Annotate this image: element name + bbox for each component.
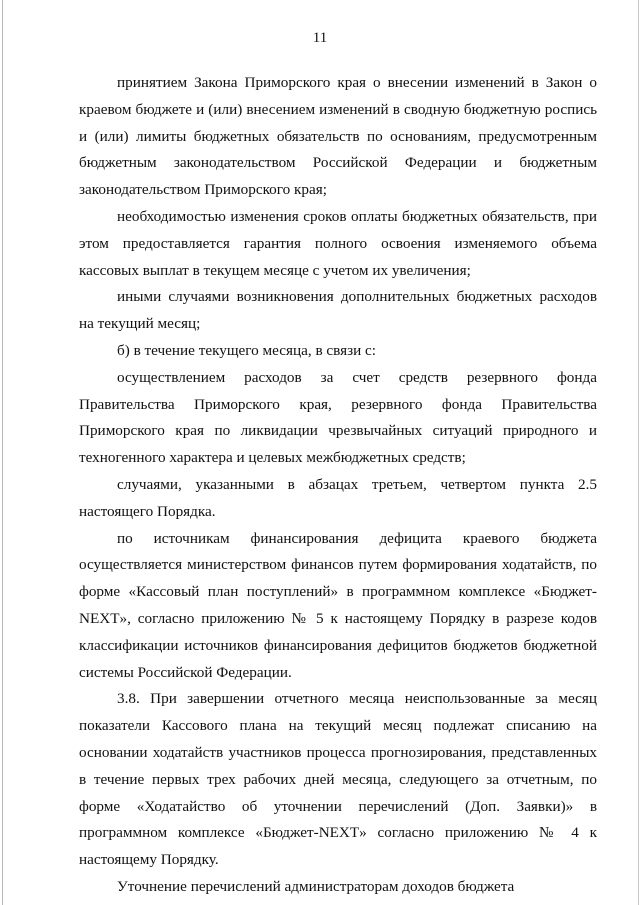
- paragraph-3: иными случаями возникновения дополнительных бюджетных расходов на текущий месяц;: [79, 288, 597, 333]
- paragraph-4: б) в течение текущего месяца, в связи с:: [117, 341, 377, 359]
- paragraph-1: принятием Закона Приморского края о внесении изменений в Закон о краевом бюджете и (или) внесением изменений в сводную бюджетную роспись и (или) лимиты бюджетных обязательств по основаниям, предусмотренным бюджетным законодательством Российской Федерации и бюджетным законодательством Приморского края;: [79, 74, 597, 199]
- paragraph-6: случаями, указанными в абзацах третьем, четвертом пункта 2.5 настоящего Порядка.: [79, 475, 597, 520]
- paragraph-7: по источникам финансирования дефицита краевого бюджета осуществляется министерством финансов путем формирования ходатайств, по форме «Кассовый план поступлений» в программном комплексе «Бюджет-NEXT», согласно приложению № 5 к настоящему Порядку в разрезе кодов классификации источников финансирования дефицитов бюджетов бюджетной системы Российской Федерации.: [79, 529, 597, 681]
- document-body: [79, 70, 597, 901]
- scan-left-edge: [2, 0, 3, 905]
- page-number: 11: [312, 30, 328, 46]
- paragraph-2: необходимостью изменения сроков оплаты бюджетных обязательств, при этом предоставляется гарантия полного освоения изменяемого объема кассовых выплат в текущем месяце с учетом их увеличения;: [79, 207, 597, 279]
- paragraph-8: 3.8. При завершении отчетного месяца неиспользованные за месяц показатели Кассового плана на текущий месяц подлежат списанию на основании ходатайств участников процесса прогнозирования, представленных в течение первых трех рабочих дней месяца, следующего за отчетным, по форме «Ходатайство об уточнении перечислений (Доп. Заявки)» в программном комплексе «Бюджет-NEXT» согласно приложению № 4 к настоящему Порядку.: [79, 690, 597, 869]
- paragraph-9: Уточнение перечислений администраторам доходов бюджета: [117, 877, 515, 895]
- paragraph-5: осуществлением расходов за счет средств резервного фонда Правительства Приморского края, резервного фонда Правительства Приморского края по ликвидации чрезвычайных ситуаций природного и техногенного характера и целевых межбюджетных средств;: [79, 368, 597, 467]
- scan-right-edge: [638, 0, 639, 905]
